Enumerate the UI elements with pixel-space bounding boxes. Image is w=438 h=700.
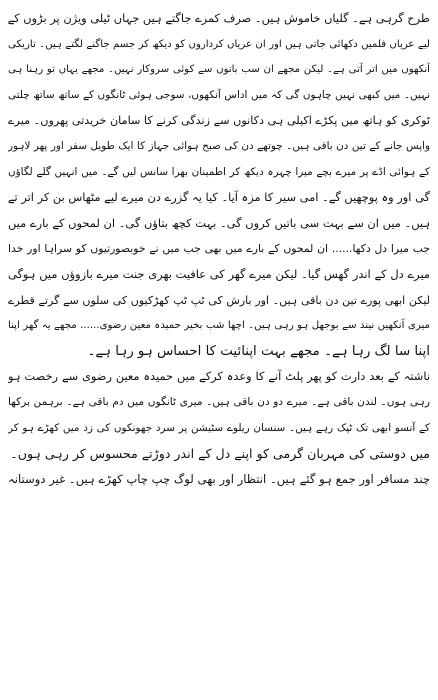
- paragraph-1: [8, 6, 430, 364]
- text-line: لیے عریاں فلمیں دکھائی جاتی ہیں اور ان عریاں کرداروں کو دیکھ کر جسم جاگنے لگتے ہیں۔ تاریکی: [8, 38, 430, 50]
- text-line: رہی ہوں۔ لندن باقی ہے۔ میرے دو دن باقی ہیں۔ میری ٹانگوں میں دم باقی ہے۔ برہمن برکھا: [8, 395, 430, 408]
- paragraph-2: [8, 364, 430, 492]
- text-line: گی اور وہ پوچھیں گے۔ امی سیر کا مزہ آیا۔ کیا یہ گزرے دن میرے لیے مٹھاس بن کر اتر تے: [8, 190, 430, 205]
- text-line: جب میرا دل دکھا...... ان لمحوں کے بارے میں بھی جب میں نے خوبصورتیوں کو سراہا اور خدا: [8, 242, 430, 256]
- text-line: کے ہوائی اڈے پر میرے بچے میرا چہرہ دیکھ کر اطمینان بھرا سانس لیں گے۔ میں انہیں گلے لگاؤں: [8, 165, 430, 178]
- text-line-last: اپنا سا لگ رہا ہے۔ مجھے بہت اپنائیت کا احساس ہو رہا ہے۔: [87, 343, 430, 359]
- text-line: واپس جانے کے تین دن باقی ہیں۔ چوتھے دن کی صبح ہوائی جہاز کا ایک طویل سفر اور پھر لاہور: [8, 139, 430, 152]
- text-line: نہیں۔ میں کبھی نہیں چاہوں گی کہ میں اداس آنکھوں، سوجی ہوئی ٹانگوں کے ساتھ ساتھ چلتی: [8, 88, 430, 101]
- text-line: ٹوکری کو ہاتھ میں پکڑے اکیلی ہی دکانوں سے زندگی کرنے کا سامان خریدتی پھروں۔ میرے: [8, 114, 430, 128]
- text-line: میرے دل کے اندر گھس گیا۔ لیکن میرے گھر کی عافیت بھری جنت میرے بازوؤں میں ہوگی: [8, 266, 430, 281]
- text-line: چند مسافر اور جمع ہو گئے ہیں۔ انتظار اور بھی لوگ چپ چاپ کھڑے ہیں۔ غیر دوستانہ: [8, 471, 430, 486]
- text-line: کے آنسو ابھی تک ٹپک رہے ہیں۔ سنسان ریلوے سٹیشن پر سرد جھونکوں کی زد میں کھڑے ہو کر: [8, 421, 430, 434]
- text-line: ناشتہ کے بعد دارت کو پھر پلٹ آنے کا وعدہ کرکے میں حمیدہ معین رضوی سے رخصت ہو: [8, 369, 430, 384]
- text-line: طرح گرہی ہے۔ گلیاں خاموش ہیں۔ صرف کمرے جاگتے ہیں جہاں ٹیلی ویژن پر بڑوں کے: [8, 11, 430, 25]
- text-line: میری آنکھیں نیند سے بوجھل ہو رہی ہیں۔ اچھا شب بخیر حمیدہ معین رضوی...... مجھے یہ گھر اپنا: [8, 320, 430, 332]
- text-line: آنکھوں میں اتر آتی ہے۔ لیکن مجھے ان سب باتوں سے کوئی سروکار نہیں۔ مجھے یہاں تو رہنا ہی: [8, 64, 430, 76]
- text-line: لیکن ابھی پورے تین دن باقی ہیں۔ اور بارش کی ٹپ ٹپ کھڑکیوں کی سلوں سے گرتے قطرے: [8, 293, 430, 307]
- text-line-last: میں دوستی کی مہربان گرمی کو اپنے دل کے اندر دوڑتے محسوس کر رہی ہوں۔: [10, 446, 430, 462]
- text-line: ہیں۔ میں ان سے بہت سی باتیں کروں گی۔ بہت کچھ بتاؤں گی۔ ان لمحوں کے بارے میں: [8, 215, 430, 230]
